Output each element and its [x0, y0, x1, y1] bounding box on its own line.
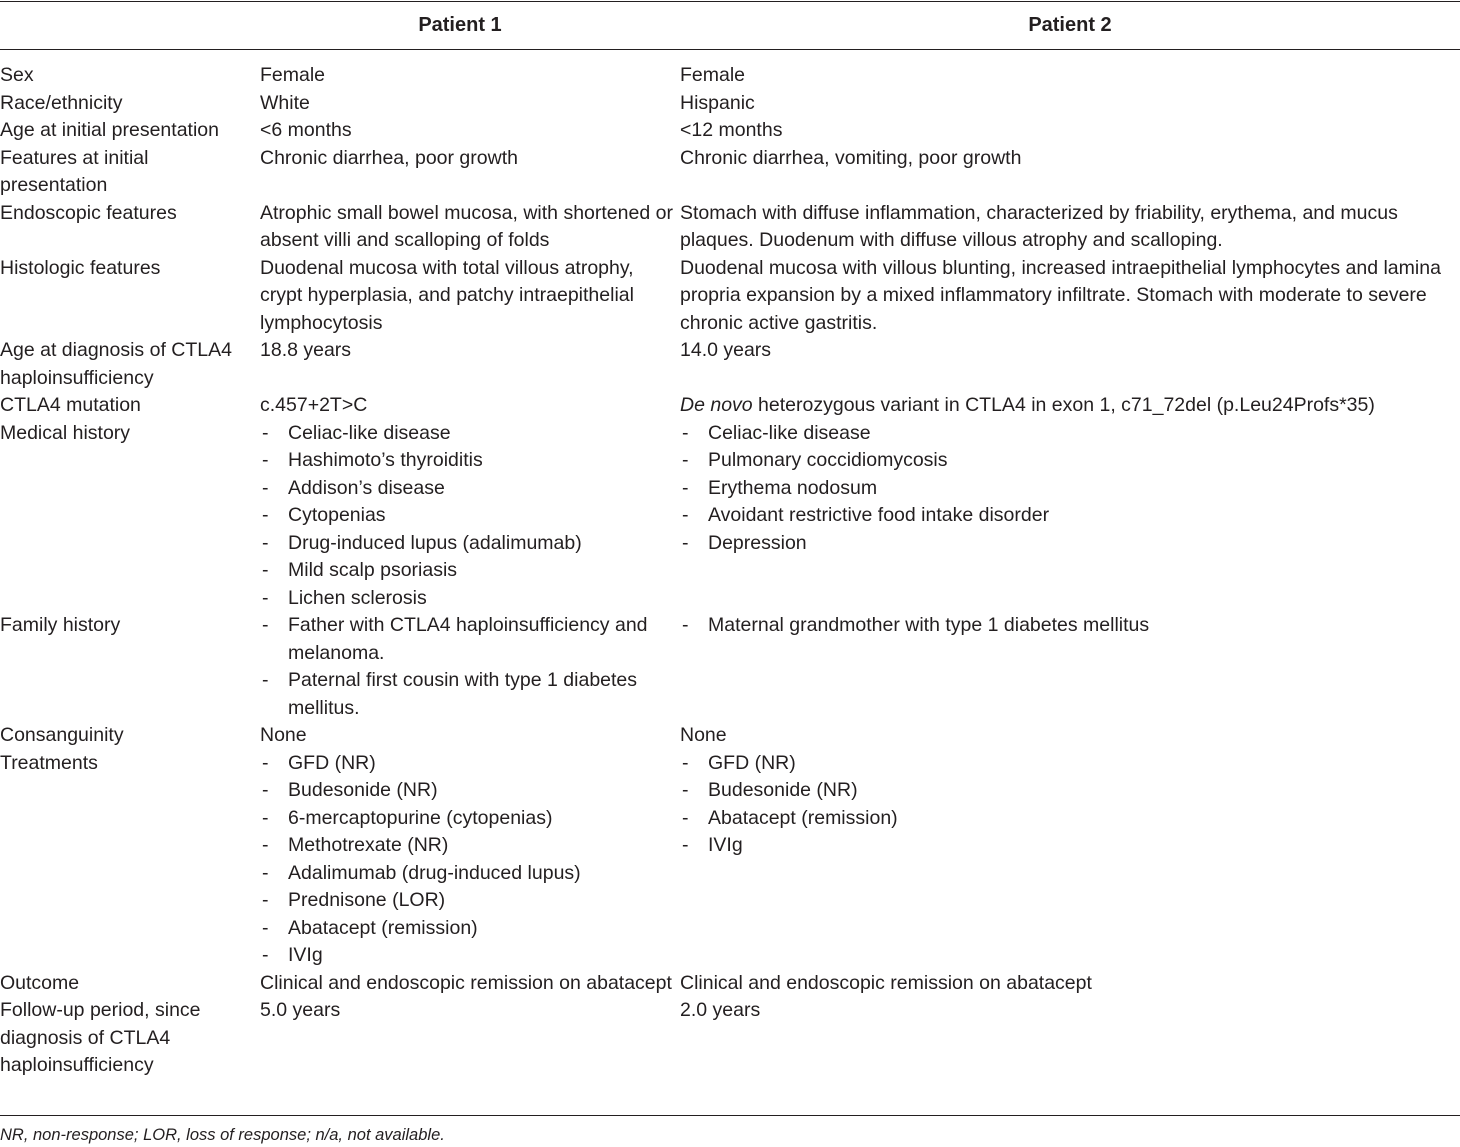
patient-2-cell: Female — [680, 64, 746, 86]
medical-history-list — [680, 420, 1460, 558]
patient-2-cell: None — [680, 724, 727, 746]
table-row — [0, 750, 1460, 970]
table-row — [0, 117, 1460, 145]
list-item: - Celiac-like disease — [680, 420, 1460, 448]
list-item: - IVIg — [260, 942, 680, 970]
patient-2-cell — [680, 612, 1460, 722]
row-label: Consanguinity — [0, 724, 124, 746]
row-label: Family history — [0, 614, 121, 636]
list-item: - Hashimoto’s thyroiditis — [260, 447, 680, 475]
list-item: - Mild scalp psoriasis — [260, 557, 680, 585]
list-item: - Maternal grandmother with type 1 diabetes mellitus — [680, 612, 1460, 640]
table-row — [0, 420, 1460, 613]
list-item: - Drug-induced lupus (adalimumab) — [260, 530, 680, 558]
row-label: Race/ethnicity — [0, 91, 123, 114]
table-row — [0, 337, 1460, 392]
mutation-text: heterozygous variant in CTLA4 in exon 1, c71_72del (p.Leu24Profs*35) — [752, 394, 1375, 416]
row-label: Medical history — [0, 421, 131, 444]
list-item: - Budesonide (NR) — [680, 777, 1460, 805]
header-patient-2: Patient 2 — [1028, 14, 1112, 36]
list-item: - Paternal first cousin with type 1 diabetes mellitus. — [260, 667, 680, 722]
list-item: - Avoidant restrictive food intake disorder — [680, 502, 1460, 530]
table-row — [0, 200, 1460, 255]
patient-1-cell: Atrophic small bowel mucosa, with shortened or absent villi and scalloping of folds — [260, 201, 673, 251]
medical-history-list — [260, 420, 680, 613]
list-item: - 6-mercaptopurine (cytopenias) — [260, 805, 680, 833]
patient-1-cell: <6 months — [260, 119, 352, 141]
table-row — [0, 90, 1460, 118]
list-item: - Adalimumab (drug-induced lupus) — [260, 860, 680, 888]
list-item: - IVIg — [680, 832, 1460, 860]
patient-2-cell: 2.0 years — [680, 999, 761, 1021]
table-row — [0, 392, 1460, 420]
treatments-list — [260, 750, 680, 970]
list-item: - GFD (NR) — [260, 750, 680, 778]
table-row — [0, 970, 1460, 998]
patient-2-cell — [680, 420, 1460, 613]
patient-2-cell: Chronic diarrhea, vomiting, poor growth — [680, 146, 1022, 169]
patient-1-cell: None — [260, 724, 307, 746]
patient-1-cell: c.457+2T>C — [260, 394, 368, 416]
list-item: - GFD (NR) — [680, 750, 1460, 778]
table-row — [0, 145, 1460, 200]
header-rule — [0, 49, 1460, 50]
patient-1-cell: White — [260, 91, 310, 114]
table-row — [0, 722, 1460, 750]
list-item: - Addison’s disease — [260, 475, 680, 503]
patient-1-cell: 5.0 years — [260, 999, 341, 1021]
header-patient-1: Patient 1 — [418, 14, 502, 36]
treatments-list — [680, 750, 1460, 860]
table-footnote: NR, non-response; LOR, loss of response; n/a, not available. — [0, 1126, 445, 1144]
patient-1-cell — [260, 612, 680, 722]
list-item: - Father with CTLA4 haploinsufficiency and melanoma. — [260, 612, 680, 667]
list-item: - Depression — [680, 530, 1460, 558]
patient-2-cell: Hispanic — [680, 91, 755, 114]
list-item: - Lichen sclerosis — [260, 585, 680, 613]
list-item: - Methotrexate (NR) — [260, 832, 680, 860]
list-item: - Cytopenias — [260, 502, 680, 530]
patient-2-cell: <12 months — [680, 119, 783, 141]
patient-2-cell — [680, 392, 1460, 420]
patient-1-cell: Clinical and endoscopic remission on abatacept — [260, 971, 672, 994]
list-item: - Celiac-like disease — [260, 420, 680, 448]
family-history-list — [680, 612, 1460, 640]
table-bottom-rule — [0, 1115, 1460, 1116]
patient-1-cell: 18.8 years — [260, 339, 352, 361]
de-novo-italic: De novo — [680, 394, 753, 416]
patient-1-cell: Chronic diarrhea, poor growth — [260, 146, 518, 169]
table-top-rule — [0, 1, 1460, 2]
row-label: Age at initial presentation — [0, 119, 219, 141]
patient-table — [0, 62, 1460, 1080]
family-history-list — [260, 612, 680, 722]
table-row — [0, 255, 1460, 338]
list-item: - Pulmonary coccidiomycosis — [680, 447, 1460, 475]
row-label: Histologic features — [0, 256, 161, 279]
table-row — [0, 997, 1460, 1080]
row-label: Sex — [0, 64, 34, 86]
patient-1-cell: Female — [260, 64, 326, 86]
list-item: - Prednisone (LOR) — [260, 887, 680, 915]
patient-2-cell: Duodenal mucosa with villous blunting, increased intraepithelial lymphocytes and lamina propria expansion by a mixed inflammatory infiltrate. Stomach with moderate to severe chronic active gastritis. — [680, 256, 1441, 334]
table-row — [0, 62, 1460, 90]
patient-2-cell: Clinical and endoscopic remission on abatacept — [680, 971, 1092, 994]
row-label: Follow-up period, since diagnosis of CTLA4 haploinsufficiency — [0, 999, 201, 1076]
list-item: - Budesonide (NR) — [260, 777, 680, 805]
row-label: Endoscopic features — [0, 201, 177, 224]
patient-2-cell — [680, 750, 1460, 970]
patient-1-cell — [260, 750, 680, 970]
list-item: - Erythema nodosum — [680, 475, 1460, 503]
patient-2-cell: 14.0 years — [680, 339, 772, 361]
row-label: Age at diagnosis of CTLA4 haploinsufficiency — [0, 339, 232, 389]
row-label: Treatments — [0, 751, 98, 774]
list-item: - Abatacept (remission) — [260, 915, 680, 943]
patient-2-cell: Stomach with diffuse inflammation, characterized by friability, erythema, and mucus plaques. Duodenum with diffuse villous atrophy and scalloping. — [680, 201, 1398, 251]
row-label: Outcome — [0, 971, 80, 994]
table-row — [0, 612, 1460, 722]
patient-1-cell: Duodenal mucosa with total villous atrophy, crypt hyperplasia, and patchy intraepithelial lymphocytosis — [260, 256, 634, 334]
row-label: Features at initial presentation — [0, 146, 149, 196]
patient-1-cell — [260, 420, 680, 613]
row-label: CTLA4 mutation — [0, 394, 141, 416]
list-item: - Abatacept (remission) — [680, 805, 1460, 833]
